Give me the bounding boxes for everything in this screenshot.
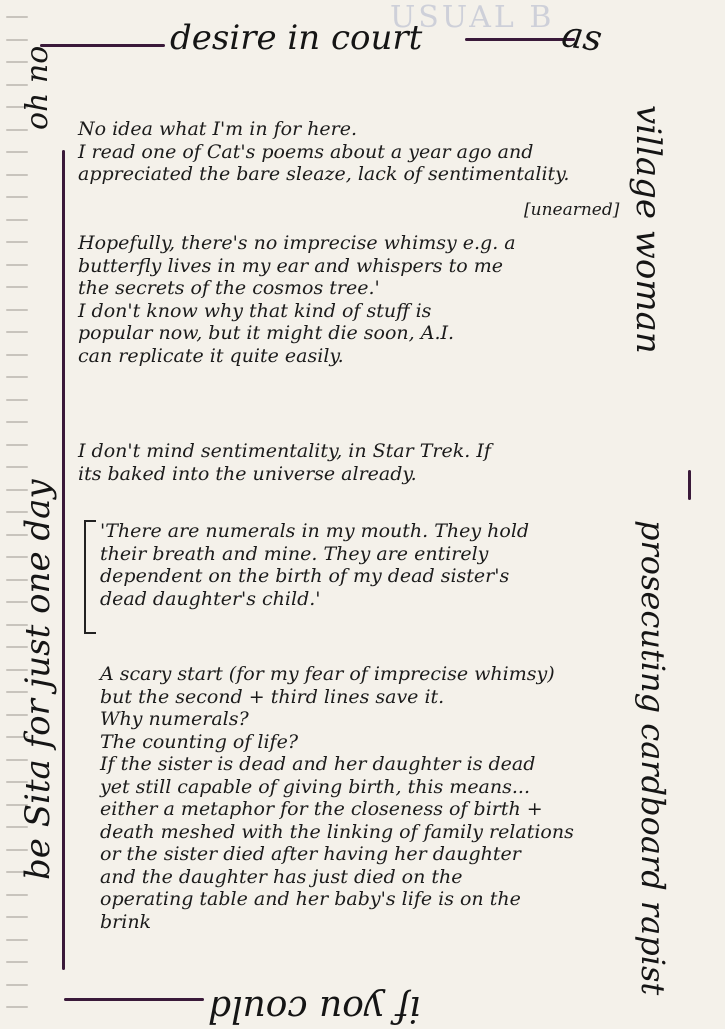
margin-tick <box>6 444 28 446</box>
margin-tick <box>6 376 28 378</box>
border-top-right-text: as <box>559 14 605 61</box>
border-line-top-left <box>40 44 165 47</box>
margin-tick <box>6 39 28 41</box>
margin-tick <box>6 286 28 288</box>
margin-tick <box>6 354 28 356</box>
border-left-top-text: oh no <box>20 45 55 130</box>
margin-tick <box>6 916 28 918</box>
border-line-right-gap <box>688 470 691 500</box>
margin-tick <box>6 961 28 963</box>
margin-tick <box>6 1006 28 1008</box>
paragraph-quote: 'There are numerals in my mouth. They hold their breath and mine. They are entirely dependent on the birth of my dead sister's dead daughter's child.' <box>100 520 530 610</box>
paragraph-intro: No idea what I'm in for here. I read one of Cat's poems about a year ago and appreciated the bare sleaze, lack of sentimentality. <box>78 118 570 185</box>
margin-tick <box>6 196 28 198</box>
paragraph-whimsy: Hopefully, there's no imprecise whimsy e.g. a butterfly lives in my ear and whispers to me the secrets of the cosmos tree.' I don't know why that kind of stuff is popular now, but it might die soon, A.I. can replicate it quite easily. <box>78 232 516 367</box>
margin-tick <box>6 309 28 311</box>
border-line-left <box>62 150 65 970</box>
border-line-top-right <box>465 38 575 41</box>
paragraph-star-trek: I don't mind sentimentality, in Star Trek. If its baked into the universe already. <box>78 440 491 485</box>
margin-tick <box>6 894 28 896</box>
note-unearned: [unearned] <box>524 200 620 220</box>
margin-tick <box>6 241 28 243</box>
paragraph-analysis: A scary start (for my fear of imprecise whimsy) but the second + third lines save it. Why numerals? The counting of life? If the sister is dead and her daughter is dead yet still capable of giving birth, this means... either a metaphor for the closeness of birth + death meshed with the linking of family relations or the sister died after having her daughter and the daughter has just died on the operating table and her baby's life is on the brink <box>100 663 574 933</box>
quote-bracket <box>84 520 96 634</box>
margin-tick <box>6 939 28 941</box>
margin-tick <box>6 151 28 153</box>
margin-tick <box>6 16 28 18</box>
border-bottom-text: if you could <box>208 988 421 1029</box>
margin-tick <box>6 399 28 401</box>
margin-tick <box>6 984 28 986</box>
margin-tick <box>6 264 28 266</box>
bleed-through-text: USUAL B <box>390 0 555 35</box>
border-right-text: village woman <box>628 105 668 354</box>
border-line-bottom-left <box>64 998 204 1001</box>
border-top-text: desire in court <box>170 18 423 58</box>
margin-tick <box>6 219 28 221</box>
margin-tick <box>6 466 28 468</box>
margin-tick <box>6 331 28 333</box>
border-left-text: be Sita for just one day <box>18 479 58 880</box>
border-right-lower-text: prosecuting cardboard rapist <box>634 520 672 996</box>
margin-tick <box>6 174 28 176</box>
margin-tick <box>6 421 28 423</box>
